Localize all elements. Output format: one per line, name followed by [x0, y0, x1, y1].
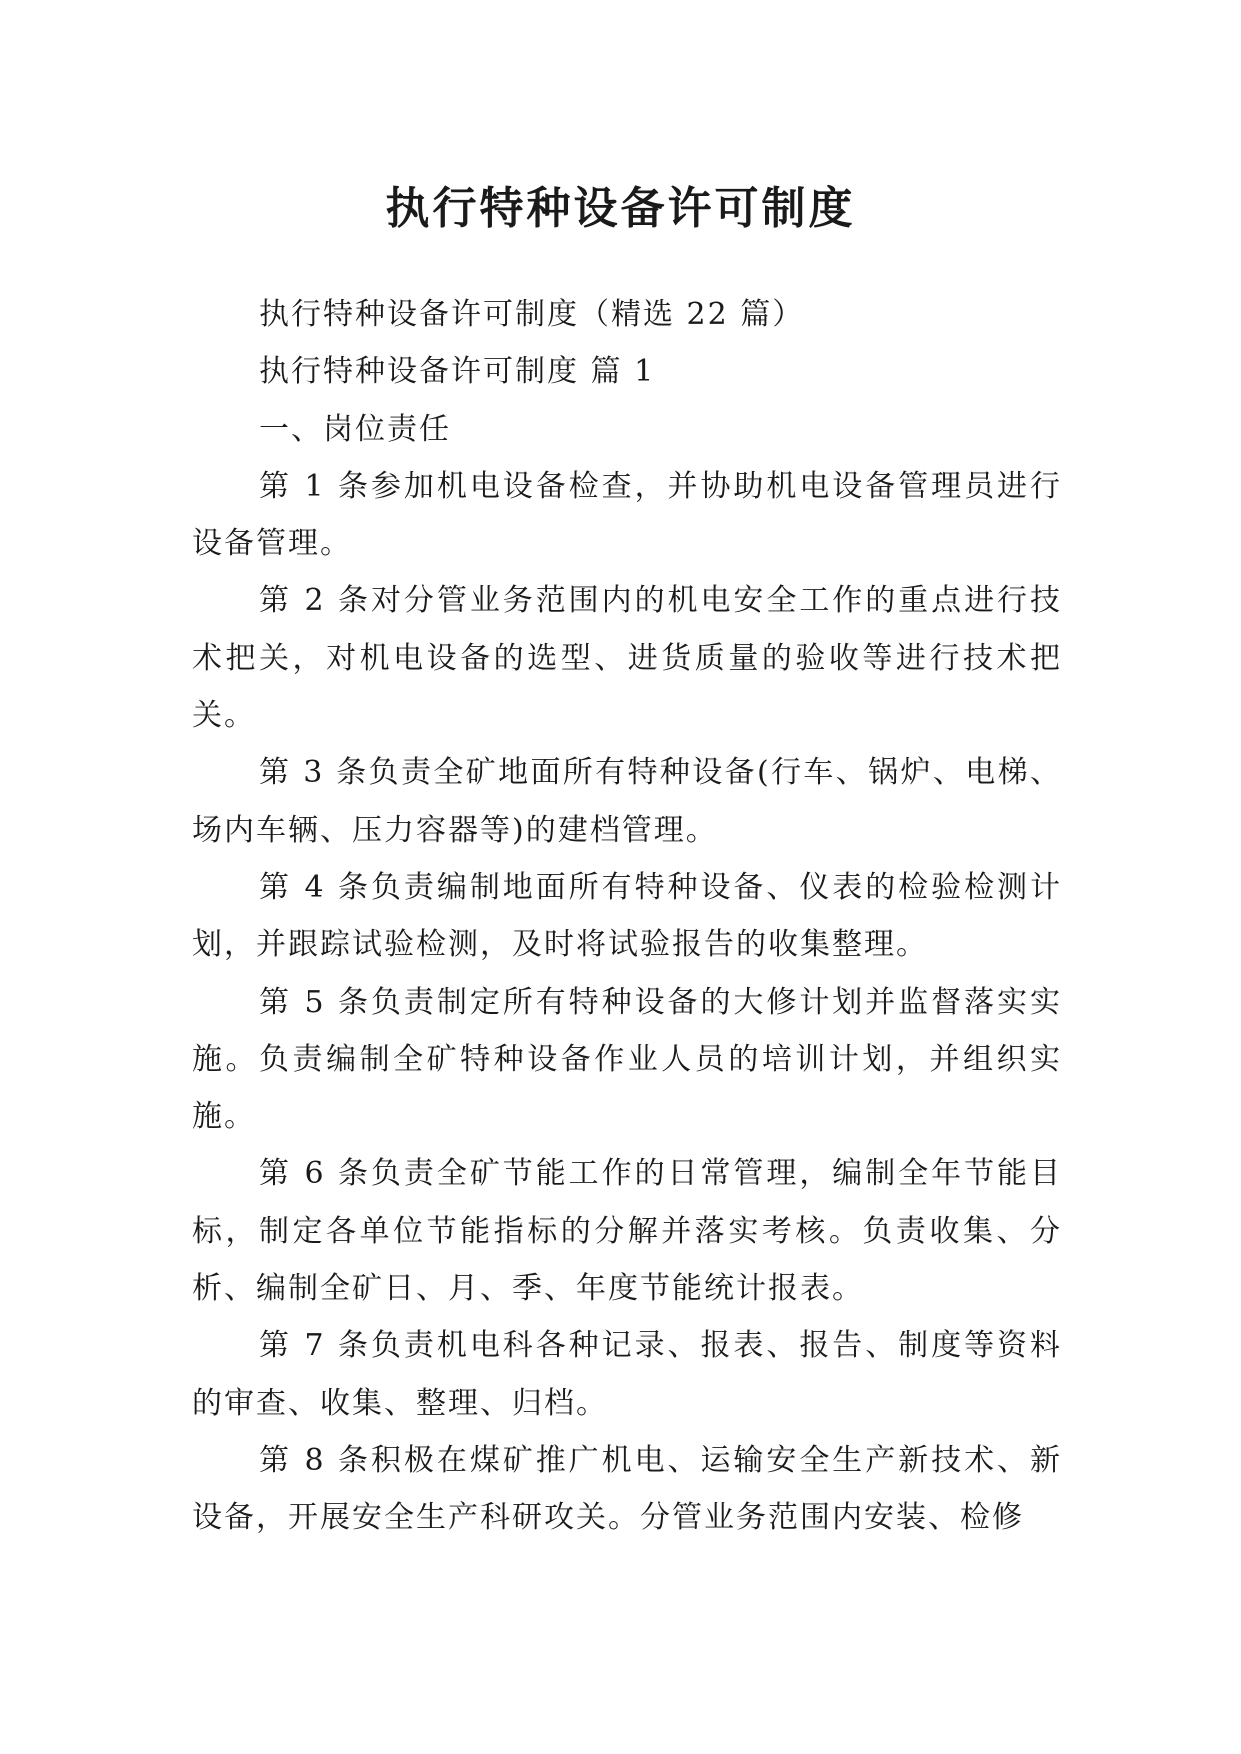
document-body — [192, 286, 1062, 1547]
paragraph-section-heading: 执行特种设备许可制度 篇 1 — [259, 354, 656, 390]
paragraph-article-4: 第 4 条负责编制地面所有特种设备、仪表的检验检测计划，并跟踪试验检测，及时将试验报告的收集整理。 — [192, 869, 1062, 963]
paragraph-part-heading: 一、岗位责任 — [259, 411, 451, 447]
document-title: 执行特种设备许可制度 — [385, 183, 856, 235]
paragraph-article-3: 第 3 条负责全矿地面所有特种设备(行车、锅炉、电梯、场内车辆、压力容器等)的建档管理。 — [192, 755, 1062, 848]
paragraph-article-8: 第 8 条积极在煤矿推广机电、运输安全生产新技术、新设备，开展安全生产科研攻关。分管业务范围内安装、检修 — [192, 1442, 1062, 1536]
paragraph-article-6: 第 6 条负责全矿节能工作的日常管理，编制全年节能目标，制定各单位节能指标的分解并落实考核。负责收集、分析、编制全矿日、月、季、年度节能统计报表。 — [192, 1156, 1062, 1307]
paragraph-subtitle: 执行特种设备许可制度（精选 22 篇） — [259, 297, 805, 332]
paragraph-article-5: 第 5 条负责制定所有特种设备的大修计划并监督落实实施。负责编制全矿特种设备作业人员的培训计划，并组织实施。 — [192, 984, 1062, 1135]
paragraph-article-7: 第 7 条负责机电科各种记录、报表、报告、制度等资料的审查、收集、整理、归档。 — [192, 1328, 1062, 1421]
paragraph-article-1: 第 1 条参加机电设备检查，并协助机电设备管理员进行设备管理。 — [192, 468, 1062, 562]
paragraph-article-2: 第 2 条对分管业务范围内的机电安全工作的重点进行技术把关，对机电设备的选型、进货质量的验收等进行技术把关。 — [192, 583, 1062, 734]
